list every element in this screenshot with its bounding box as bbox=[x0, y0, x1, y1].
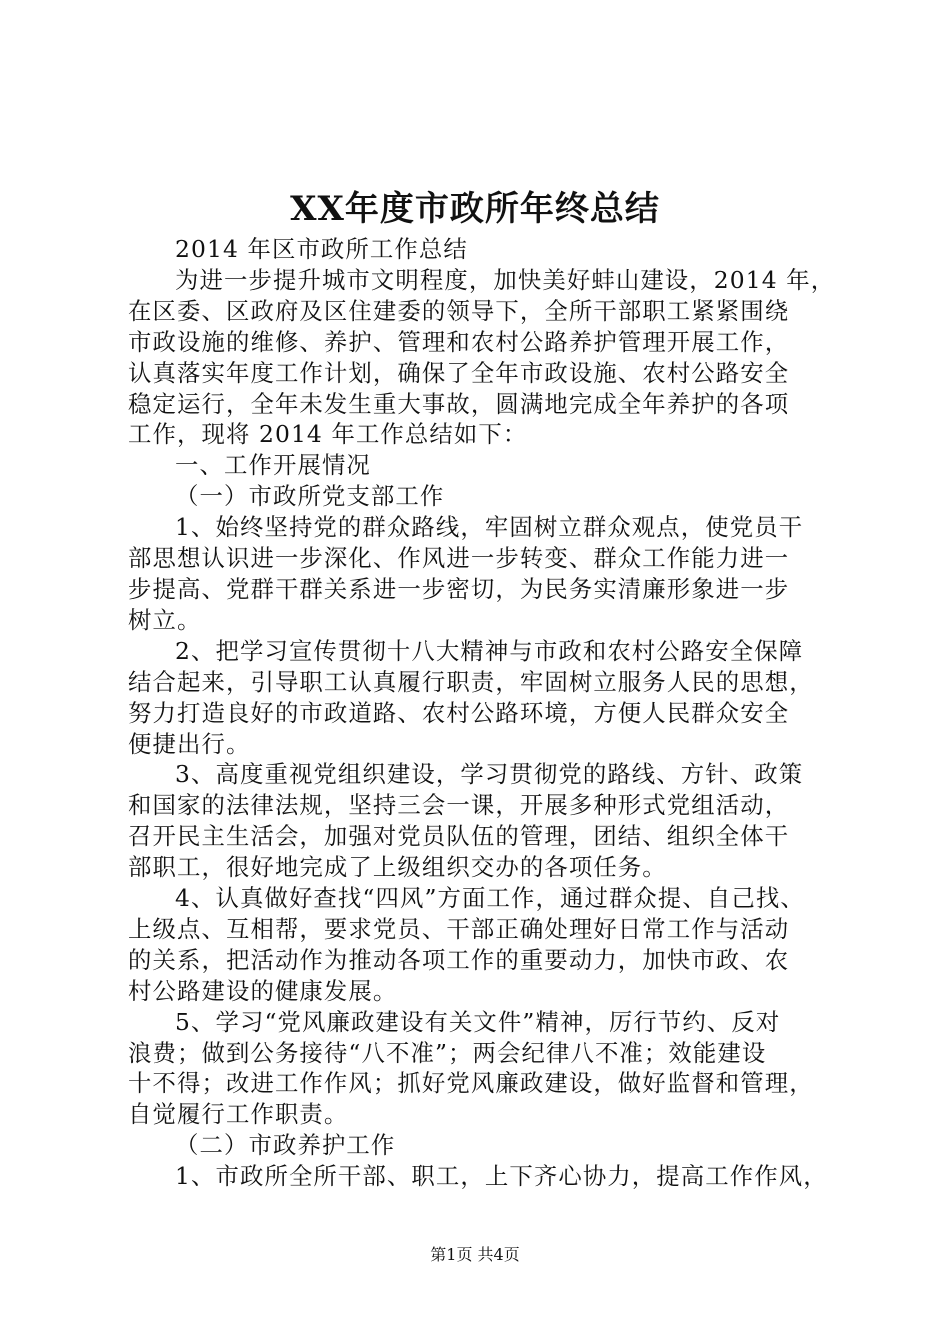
text-line: 2、把学习宣传贯彻十八大精神与市政和农村公路安全保障 bbox=[175, 636, 804, 665]
text-line: 努力打造良好的市政道路、农村公路环境，方便人民群众安全 bbox=[128, 698, 790, 727]
paragraph bbox=[128, 265, 838, 450]
text-line: 浪费；做到公务接待“八不准”；两会纪律八不准；效能建设 bbox=[128, 1038, 767, 1067]
text-line: 5、学习“党风廉政建设有关文件”精神，厉行节约、反对 bbox=[175, 1007, 781, 1036]
paragraph bbox=[128, 883, 838, 1007]
text-line: 部职工，很好地完成了上级组织交办的各项任务。 bbox=[128, 853, 667, 882]
text-line: 树立。 bbox=[128, 605, 202, 634]
paragraph bbox=[128, 1130, 838, 1161]
text-line: 认真落实年度工作计划，确保了全年市政设施、农村公路安全 bbox=[128, 358, 790, 387]
text-line: 3、高度重视党组织建设，学习贯彻党的路线、方针、政策 bbox=[175, 760, 804, 789]
text-line: 结合起来，引导职工认真履行职责，牢固树立服务人民的思想， bbox=[128, 667, 814, 696]
text-line: 1、市政所全所干部、职工，上下齐心协力，提高工作作风， bbox=[175, 1162, 828, 1191]
text-line: 为进一步提升城市文明程度，加快美好蚌山建设，2014 年， bbox=[175, 265, 836, 294]
text-line: 市政设施的维修、养护、管理和农村公路养护管理开展工作， bbox=[128, 327, 790, 356]
page-footer: 第1页 共4页 bbox=[430, 1245, 520, 1264]
text-line: 步提高、党群干群关系进一步密切，为民务实清廉形象进一步 bbox=[128, 574, 790, 603]
document-title: XX年度市政所年终总结 bbox=[290, 189, 660, 229]
text-line: 一、工作开展情况 bbox=[175, 451, 371, 480]
text-line: 在区委、区政府及区住建委的领导下，全所干部职工紧紧围绕 bbox=[128, 296, 790, 325]
paragraph bbox=[128, 1007, 838, 1131]
paragraph bbox=[128, 234, 838, 265]
text-line: 的关系，把活动作为推动各项工作的重要动力，加快市政、农 bbox=[128, 945, 790, 974]
text-line: 工作，现将 2014 年工作总结如下： bbox=[128, 420, 528, 449]
text-line: 2014 年区市政所工作总结 bbox=[175, 235, 468, 263]
paragraph bbox=[128, 636, 838, 760]
paragraph bbox=[128, 450, 838, 481]
text-line: 自觉履行工作职责。 bbox=[128, 1100, 349, 1129]
paragraph bbox=[128, 481, 838, 512]
text-line: 便捷出行。 bbox=[128, 729, 251, 758]
text-line: 和国家的法律法规，坚持三会一课，开展多种形式党组活动， bbox=[128, 791, 790, 820]
paragraph bbox=[128, 759, 838, 883]
paragraph bbox=[128, 512, 838, 636]
text-line: 村公路建设的健康发展。 bbox=[128, 976, 398, 1005]
text-line: 稳定运行，全年未发生重大事故，圆满地完成全年养护的各项 bbox=[128, 389, 790, 418]
paragraph bbox=[128, 1161, 838, 1192]
text-line: 1、始终坚持党的群众路线，牢固树立群众观点，使党员干 bbox=[175, 513, 804, 542]
text-line: 召开民主生活会，加强对党员队伍的管理，团结、组织全体干 bbox=[128, 822, 790, 851]
text-line: 部思想认识进一步深化、作风进一步转变、群众工作能力进一 bbox=[128, 544, 790, 573]
text-line: 4、认真做好查找“四风”方面工作，通过群众提、自己找、 bbox=[175, 884, 805, 913]
text-line: 上级点、互相帮，要求党员、干部正确处理好日常工作与活动 bbox=[128, 914, 790, 943]
text-line: 十不得；改进工作作风；抓好党风廉政建设，做好监督和管理， bbox=[128, 1069, 814, 1098]
text-line: （一）市政所党支部工作 bbox=[175, 482, 445, 511]
text-line: （二）市政养护工作 bbox=[175, 1131, 396, 1160]
document-body bbox=[128, 234, 838, 1192]
